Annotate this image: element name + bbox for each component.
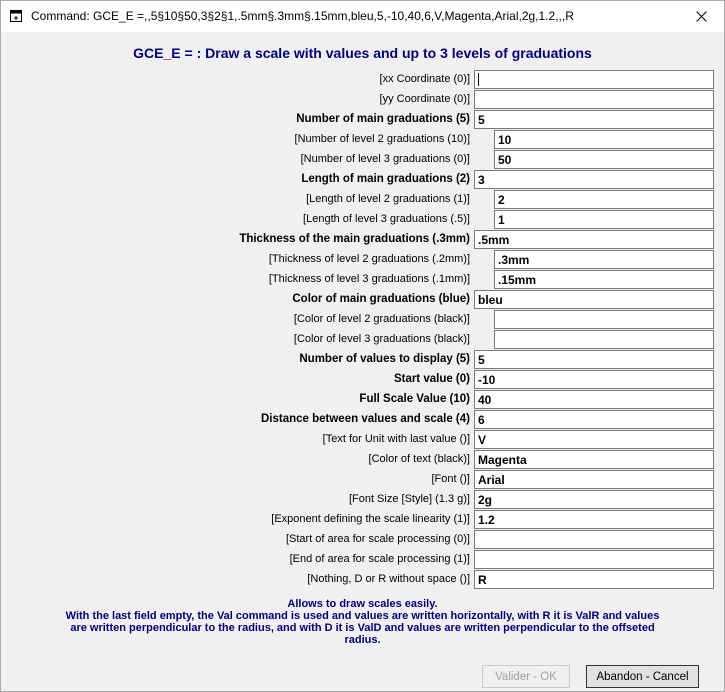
field-label: [Text for Unit with last value ()] xyxy=(322,433,470,445)
field-row xyxy=(1,510,724,529)
field-label: [Thickness of level 2 graduations (.2mm)] xyxy=(268,253,470,265)
app-window-icon xyxy=(10,10,22,22)
field-label: [Font Size [Style] (1.3 g)] xyxy=(348,493,470,505)
field-row xyxy=(1,190,724,209)
field-value: Magenta xyxy=(478,453,527,467)
field-input[interactable] xyxy=(474,450,714,469)
field-label: [Start of area for scale processing (0)] xyxy=(285,533,470,545)
field-input[interactable] xyxy=(474,530,714,549)
field-label: Full Scale Value (10) xyxy=(359,393,470,405)
field-input[interactable] xyxy=(474,510,714,529)
field-value: .3mm xyxy=(498,253,530,267)
field-row xyxy=(1,450,724,469)
field-value: 5 xyxy=(478,353,485,367)
close-button[interactable] xyxy=(678,1,724,32)
field-input[interactable] xyxy=(494,330,714,349)
field-input[interactable] xyxy=(474,350,714,369)
field-label: [Number of level 2 graduations (10)] xyxy=(294,133,470,145)
field-row xyxy=(1,490,724,509)
field-row xyxy=(1,430,724,449)
field-row xyxy=(1,110,724,129)
field-input[interactable] xyxy=(494,150,714,169)
field-value: Arial xyxy=(478,473,505,487)
field-row xyxy=(1,310,724,329)
field-label: [Color of level 2 graduations (black)] xyxy=(293,313,470,325)
field-value: 50 xyxy=(498,153,512,167)
field-input[interactable] xyxy=(474,390,714,409)
field-input[interactable] xyxy=(474,70,714,89)
field-input[interactable] xyxy=(474,170,714,189)
field-value: 1 xyxy=(498,213,505,227)
field-input[interactable] xyxy=(474,410,714,429)
help-line: radius. xyxy=(344,634,381,646)
text-caret xyxy=(478,73,479,86)
field-value: 1.2 xyxy=(478,513,495,527)
field-label: Length of main graduations (2) xyxy=(301,173,470,185)
field-value: R xyxy=(478,573,487,587)
field-input[interactable] xyxy=(474,470,714,489)
field-row xyxy=(1,170,724,189)
cancel-button[interactable]: Abandon - Cancel xyxy=(586,665,699,688)
field-label: [Length of level 2 graduations (1)] xyxy=(306,193,470,205)
dialog-heading: GCE_E = : Draw a scale with values and up to 3 levels of graduations xyxy=(133,45,592,61)
field-label: Color of main graduations (blue) xyxy=(292,293,470,305)
field-row xyxy=(1,70,724,89)
field-label: [Exponent defining the scale linearity (1)] xyxy=(271,513,470,525)
field-input[interactable] xyxy=(494,250,714,269)
field-row xyxy=(1,150,724,169)
field-row xyxy=(1,250,724,269)
field-label: [Color of level 3 graduations (black)] xyxy=(293,333,470,345)
field-row xyxy=(1,390,724,409)
field-input[interactable] xyxy=(474,110,714,129)
field-input[interactable] xyxy=(494,310,714,329)
field-value: -10 xyxy=(478,373,496,387)
field-input[interactable] xyxy=(474,550,714,569)
field-label: Thickness of the main graduations (.3mm) xyxy=(239,233,470,245)
field-row xyxy=(1,530,724,549)
field-row xyxy=(1,370,724,389)
field-label: Start value (0) xyxy=(393,373,470,385)
field-row xyxy=(1,290,724,309)
field-row xyxy=(1,350,724,369)
help-line: Allows to draw scales easily. xyxy=(287,598,438,610)
field-label: Number of values to display (5) xyxy=(299,353,470,365)
field-row xyxy=(1,570,724,589)
field-input[interactable] xyxy=(474,290,714,309)
field-input[interactable] xyxy=(494,130,714,149)
close-icon xyxy=(696,11,707,22)
field-value: 6 xyxy=(478,413,485,427)
field-label: [Length of level 3 graduations (.5)] xyxy=(303,213,470,225)
field-label: [Thickness of level 3 graduations (.1mm)] xyxy=(268,273,470,285)
window-title: Command: GCE_E =,,5§10§50,3§2§1,.5mm§.3mm§.15mm,bleu,5,-10,40,6,V,Magenta,Arial,2g,1.2,,,R xyxy=(31,9,574,23)
field-value: 2g xyxy=(478,493,493,507)
field-label: [yy Coordinate (0)] xyxy=(379,93,470,105)
field-value: .15mm xyxy=(498,273,537,287)
title-bar[interactable] xyxy=(1,1,724,32)
field-row xyxy=(1,550,724,569)
field-row xyxy=(1,470,724,489)
field-input[interactable] xyxy=(494,270,714,289)
field-input[interactable] xyxy=(474,230,714,249)
field-input[interactable] xyxy=(474,430,714,449)
help-text xyxy=(21,598,704,646)
field-value: bleu xyxy=(478,293,503,307)
field-row xyxy=(1,230,724,249)
field-label: [xx Coordinate (0)] xyxy=(379,73,470,85)
field-row xyxy=(1,410,724,429)
field-label: [Color of text (black)] xyxy=(368,453,470,465)
field-row xyxy=(1,330,724,349)
field-input[interactable] xyxy=(474,570,714,589)
field-value: 2 xyxy=(498,193,505,207)
field-value: .5mm xyxy=(478,233,510,247)
field-value: 10 xyxy=(498,133,512,147)
help-line: are written perpendicular to the radius, and with D it is ValD and values are written perpendicular to the offseted xyxy=(70,622,655,634)
field-label: [Nothing, D or R without space ()] xyxy=(307,573,470,585)
field-label: Distance between values and scale (4) xyxy=(260,413,470,425)
field-label: [Font ()] xyxy=(431,473,470,485)
ok-button[interactable]: Valider - OK xyxy=(482,665,570,688)
field-input[interactable] xyxy=(494,190,714,209)
field-label: [Number of level 3 graduations (0)] xyxy=(300,153,470,165)
field-row xyxy=(1,270,724,289)
field-input[interactable] xyxy=(494,210,714,229)
field-value: 3 xyxy=(478,173,485,187)
field-row xyxy=(1,210,724,229)
field-input[interactable] xyxy=(474,490,714,509)
field-value: 5 xyxy=(478,113,485,127)
field-value: 40 xyxy=(478,393,492,407)
field-input[interactable] xyxy=(474,370,714,389)
field-label: [End of area for scale processing (1)] xyxy=(289,553,470,565)
field-row xyxy=(1,130,724,149)
field-input[interactable] xyxy=(474,90,714,109)
help-line: With the last field empty, the Val command is used and values are written horizontally, with R it is ValR and values xyxy=(65,610,660,622)
field-value: V xyxy=(478,433,487,447)
field-row xyxy=(1,90,724,109)
field-label: Number of main graduations (5) xyxy=(296,113,470,125)
